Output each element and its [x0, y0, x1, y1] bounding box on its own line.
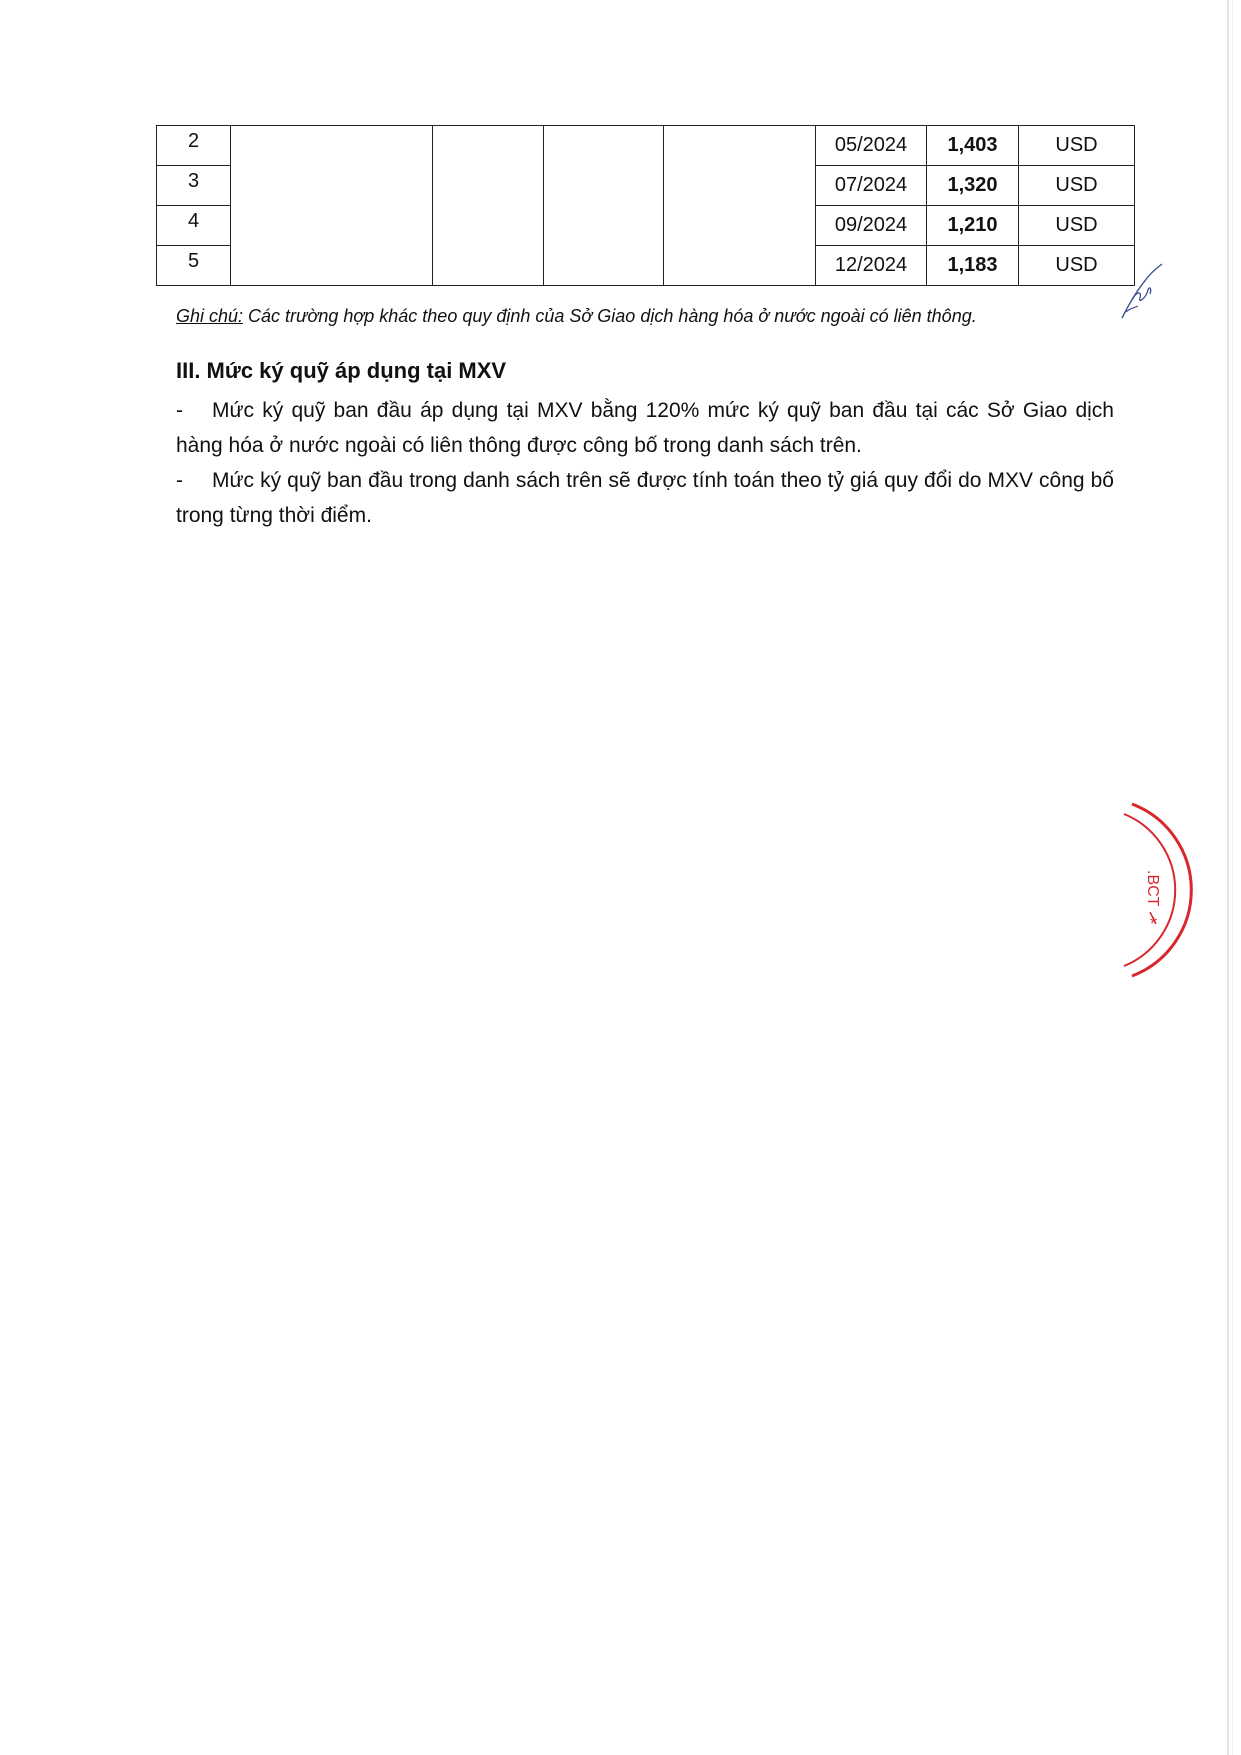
table-row [157, 126, 1135, 166]
row-number: 3 [157, 166, 231, 206]
contract-month: 07/2024 [816, 166, 927, 206]
currency: USD [1019, 246, 1135, 286]
merged-cell [664, 246, 816, 286]
paragraph-text: Mức ký quỹ ban đầu trong danh sách trên sẽ được tính toán theo tỷ giá quy đổi do MXV công bố trong từng thời điểm. [176, 469, 1114, 527]
table-note [176, 306, 977, 327]
currency: USD [1019, 206, 1135, 246]
stamp-text: .BCT [1144, 870, 1161, 907]
note-label: Ghi chú: [176, 306, 244, 326]
section-heading: III. Mức ký quỹ áp dụng tại MXV [176, 358, 507, 383]
merged-cell [544, 206, 664, 246]
currency: USD [1019, 166, 1135, 206]
red-seal-stamp [1110, 800, 1200, 980]
merged-cell [544, 246, 664, 286]
merged-cell [231, 246, 433, 286]
merged-cell [231, 126, 433, 166]
table-row [157, 166, 1135, 206]
stamp-star: * [1150, 914, 1158, 934]
currency: USD [1019, 126, 1135, 166]
initials-signature [1118, 262, 1170, 322]
margin-value: 1,210 [927, 206, 1019, 246]
row-number: 5 [157, 246, 231, 286]
bullet-dash: - [176, 399, 183, 422]
merged-cell [433, 166, 544, 206]
merged-cell [433, 206, 544, 246]
row-number: 4 [157, 206, 231, 246]
merged-cell [231, 166, 433, 206]
merged-cell [231, 206, 433, 246]
margin-value: 1,320 [927, 166, 1019, 206]
margin-table [156, 125, 1135, 286]
margin-value: 1,403 [927, 126, 1019, 166]
contract-month: 09/2024 [816, 206, 927, 246]
paragraph-text: Mức ký quỹ ban đầu áp dụng tại MXV bằng 120% mức ký quỹ ban đầu tại các Sở Giao dịch hàng hóa ở nước ngoài có liên thông được công bố trong danh sách trên. [176, 399, 1114, 457]
margin-value: 1,183 [927, 246, 1019, 286]
merged-cell [544, 166, 664, 206]
paragraph [176, 463, 1114, 533]
merged-cell [433, 246, 544, 286]
contract-month: 12/2024 [816, 246, 927, 286]
table-row [157, 246, 1135, 286]
note-text: Các trường hợp khác theo quy định của Sở Giao dịch hàng hóa ở nước ngoài có liên thông. [243, 306, 977, 326]
page-edge [1227, 0, 1229, 1755]
table-row [157, 206, 1135, 246]
bullet-dash: - [176, 469, 183, 492]
merged-cell [664, 166, 816, 206]
paragraph [176, 393, 1114, 463]
merged-cell [544, 126, 664, 166]
row-number: 2 [157, 126, 231, 166]
merged-cell [664, 126, 816, 166]
contract-month: 05/2024 [816, 126, 927, 166]
page-edge-shadow [1232, 0, 1233, 1755]
merged-cell [664, 206, 816, 246]
merged-cell [433, 126, 544, 166]
